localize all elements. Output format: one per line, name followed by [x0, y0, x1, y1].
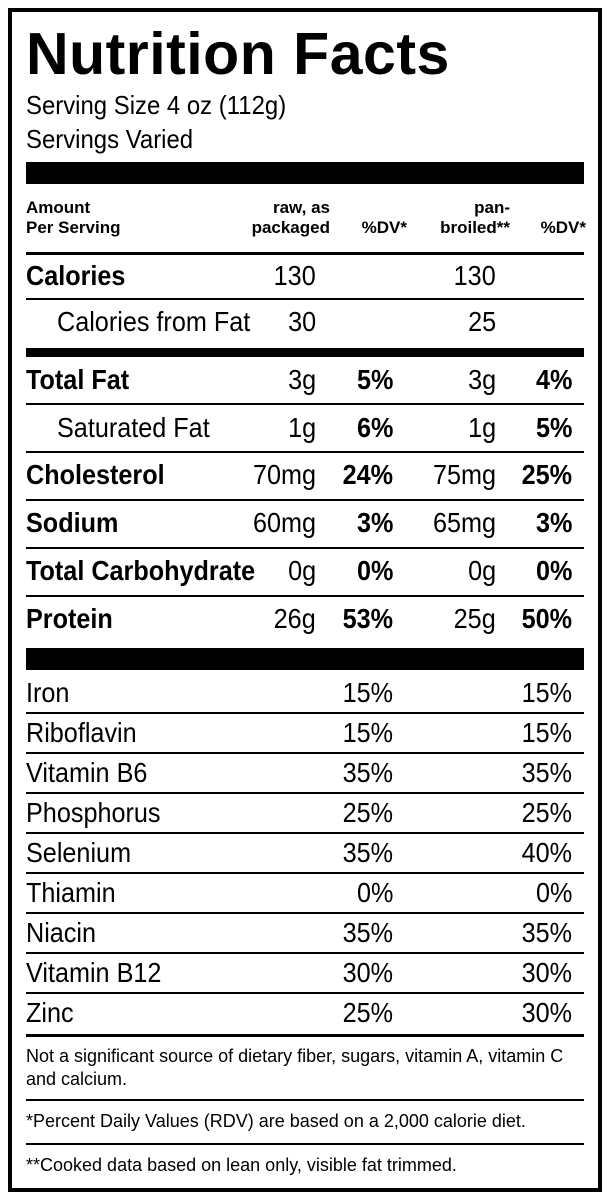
header-raw-column: raw, as packaged: [251, 198, 330, 237]
nutrient-row-saturated-fat: [26, 408, 584, 448]
row-divider: [26, 298, 584, 300]
vitamin-label: Thiamin: [26, 877, 116, 908]
footnote-cooked: **Cooked data based on lean only, visible fat trimmed.: [26, 1155, 457, 1175]
vitamin-row-niacin: [26, 914, 584, 952]
cooked-dv: 40%: [521, 837, 572, 868]
nutrient-row-total-fat: [26, 360, 584, 400]
raw-dv: 3%: [356, 507, 393, 538]
raw-value: 60mg: [252, 507, 316, 538]
nutrient-row-sodium: [26, 503, 584, 543]
cooked-value: 0g: [467, 555, 496, 586]
vitamin-label: Vitamin B6: [26, 757, 148, 788]
raw-dv: 0%: [356, 555, 393, 586]
raw-value: 70mg: [252, 459, 316, 490]
raw-dv: 35%: [342, 917, 393, 948]
raw-dv: 53%: [342, 603, 393, 634]
row-divider: [26, 595, 584, 597]
raw-value: 26g: [273, 603, 316, 634]
raw-dv: 15%: [342, 717, 393, 748]
nutrient-label: Cholesterol: [26, 459, 165, 490]
nutrient-label: Sodium: [26, 507, 119, 538]
nutrient-row-total-carbohydrate: [26, 551, 584, 591]
vitamin-row-vitamin-b6: [26, 754, 584, 792]
vitamin-row-selenium: [26, 834, 584, 872]
header-divider: [26, 252, 584, 255]
vitamin-label: Vitamin B12: [26, 957, 162, 988]
cooked-dv: 0%: [535, 555, 572, 586]
nutrient-row-cholesterol: [26, 455, 584, 495]
nutrition-facts-panel: [8, 8, 602, 1192]
raw-value: 30: [287, 306, 316, 337]
cooked-dv: 3%: [535, 507, 572, 538]
nutrient-label: Calories: [26, 260, 126, 291]
raw-dv: 30%: [342, 957, 393, 988]
header-cooked-dv: %DV*: [540, 218, 586, 237]
header-amount: Amount Per Serving: [26, 198, 121, 237]
raw-dv: 35%: [342, 837, 393, 868]
cooked-value: 65mg: [432, 507, 496, 538]
nutrient-label: Total Fat: [26, 364, 130, 395]
row-divider: [26, 1034, 584, 1037]
raw-dv: 6%: [356, 412, 393, 443]
row-divider: [26, 499, 584, 501]
raw-value: 0g: [287, 555, 316, 586]
nutrient-label: Protein: [26, 603, 113, 634]
cooked-value: 3g: [467, 364, 496, 395]
cooked-dv: 35%: [521, 757, 572, 788]
raw-dv: 24%: [342, 459, 393, 490]
vitamin-label: Iron: [26, 677, 70, 708]
raw-value: 3g: [287, 364, 316, 395]
cooked-dv: 0%: [535, 877, 572, 908]
cooked-dv: 4%: [535, 364, 572, 395]
servings-per-container: Servings Varied: [26, 124, 194, 154]
footnote-divider: [26, 1143, 584, 1145]
row-divider: [26, 547, 584, 549]
cooked-dv: 15%: [521, 677, 572, 708]
cooked-value: 1g: [467, 412, 496, 443]
cooked-value: 25g: [453, 603, 496, 634]
cooked-dv: 25%: [521, 459, 572, 490]
header-raw-dv: %DV*: [361, 218, 407, 237]
vitamin-row-vitamin-b12: [26, 954, 584, 992]
vitamin-label: Selenium: [26, 837, 132, 868]
vitamin-row-zinc: [26, 994, 584, 1032]
cooked-dv: 35%: [521, 917, 572, 948]
nutrient-row-calories-from-fat: [26, 302, 584, 342]
vitamin-row-iron: [26, 674, 584, 712]
vitamin-row-phosphorus: [26, 794, 584, 832]
page-title: Nutrition Facts: [26, 21, 450, 87]
medium-divider: [26, 348, 584, 357]
raw-dv: 25%: [342, 797, 393, 828]
cooked-value: 130: [453, 260, 496, 291]
nutrient-row-calories: [26, 256, 584, 296]
serving-size: Serving Size 4 oz (112g): [26, 90, 287, 120]
cooked-dv: 30%: [521, 997, 572, 1028]
vitamin-label: Phosphorus: [26, 797, 161, 828]
footnote-not-significant: Not a significant source of dietary fiber, sugars, vitamin A, vitamin C and calcium.: [26, 1046, 564, 1089]
vitamin-label: Niacin: [26, 917, 97, 948]
vitamin-label: Riboflavin: [26, 717, 137, 748]
raw-dv: 15%: [342, 677, 393, 708]
raw-value: 1g: [287, 412, 316, 443]
nutrient-label: Calories from Fat: [57, 306, 251, 337]
vitamin-row-thiamin: [26, 874, 584, 912]
nutrient-row-protein: [26, 599, 584, 639]
raw-value: 130: [273, 260, 316, 291]
thick-divider-top: [26, 162, 584, 184]
raw-dv: 35%: [342, 757, 393, 788]
nutrient-label: Total Carbohydrate: [26, 555, 256, 586]
row-divider: [26, 451, 584, 453]
nutrient-label: Saturated Fat: [57, 412, 210, 443]
cooked-value: 75mg: [432, 459, 496, 490]
thick-divider-vitamins: [26, 648, 584, 670]
cooked-dv: 30%: [521, 957, 572, 988]
footnote-percent-dv: *Percent Daily Values (RDV) are based on a 2,000 calorie diet.: [26, 1111, 526, 1131]
vitamin-row-riboflavin: [26, 714, 584, 752]
cooked-dv: 15%: [521, 717, 572, 748]
cooked-dv: 5%: [535, 412, 572, 443]
vitamin-label: Zinc: [26, 997, 74, 1028]
raw-dv: 25%: [342, 997, 393, 1028]
cooked-value: 25: [467, 306, 496, 337]
footnote-divider: [26, 1099, 584, 1101]
cooked-dv: 50%: [521, 603, 572, 634]
cooked-dv: 25%: [521, 797, 572, 828]
raw-dv: 5%: [356, 364, 393, 395]
raw-dv: 0%: [356, 877, 393, 908]
row-divider: [26, 403, 584, 405]
header-cooked-column: pan- broiled**: [440, 198, 510, 237]
